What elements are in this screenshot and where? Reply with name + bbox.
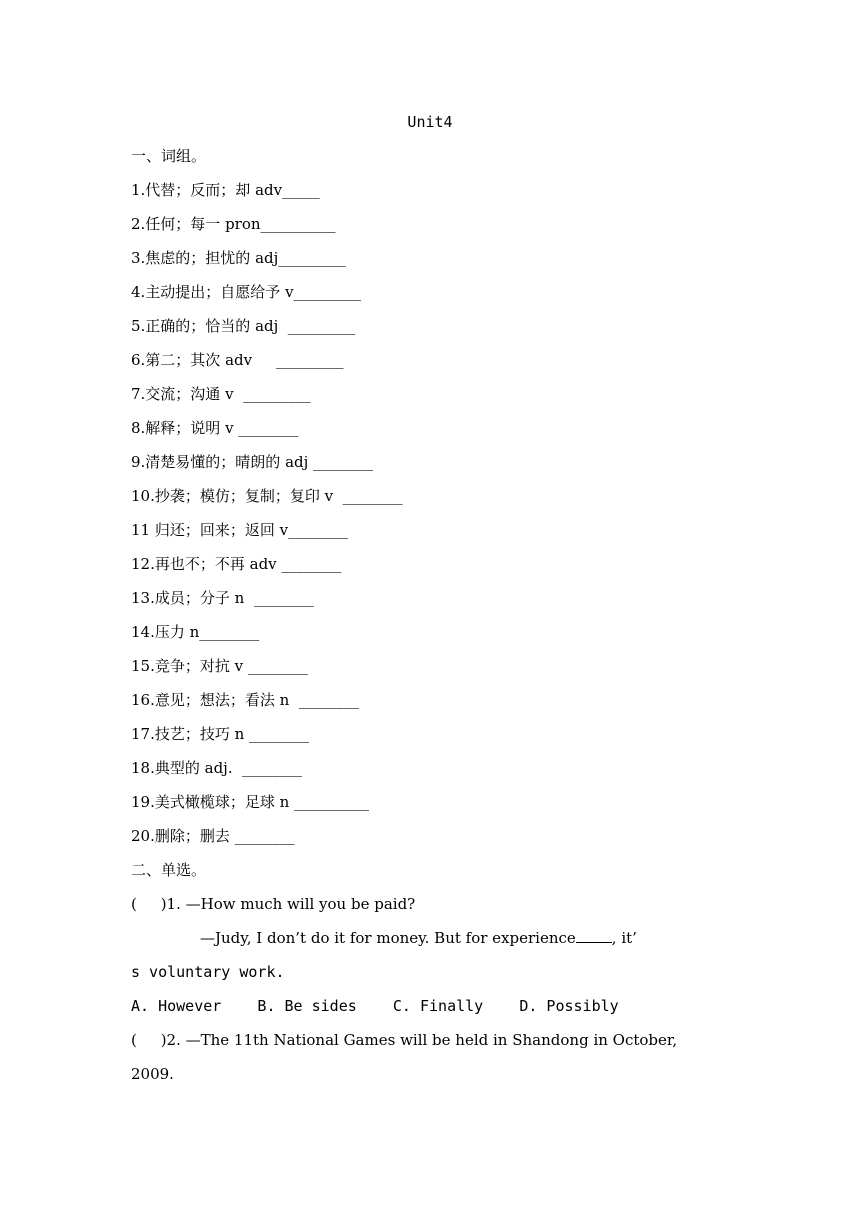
vocab-item: 11 归还；回来；返回 v________ — [131, 521, 349, 539]
section-heading-vocabulary: 一、词组。 — [131, 147, 207, 165]
vocab-item: 10.抄袭；模仿；复制；复印 v ________ — [131, 487, 403, 505]
question-2-stem-continued: 2009. — [131, 1065, 174, 1083]
answer-blank — [576, 928, 612, 943]
vocab-item: 3.焦虑的；担忧的 adj_________ — [131, 249, 346, 267]
vocab-item: 19.美式橄榄球；足球 n __________ — [131, 793, 370, 811]
vocab-item: 20.删除；删去 ________ — [131, 827, 295, 845]
question-2-stem: ( )2. —The 11th National Games will be held in Shandong in October, — [131, 1031, 678, 1049]
vocab-item: 17.技艺；技巧 n ________ — [131, 725, 310, 743]
vocab-item: 9.清楚易懂的；晴朗的 adj ________ — [131, 453, 374, 471]
vocab-item: 8.解释；说明 v ________ — [131, 419, 299, 437]
question-1-stem: ( )1. —How much will you be paid? — [131, 895, 416, 913]
vocab-item: 15.竞争；对抗 v ________ — [131, 657, 308, 675]
vocab-item: 6.第二；其次 adv _________ — [131, 351, 344, 369]
section-heading-single-choice: 二、单选。 — [131, 861, 207, 879]
vocab-item: 14.压力 n________ — [131, 623, 260, 641]
vocab-item: 18.典型的 adj. ________ — [131, 759, 303, 777]
question-1-response-tail: , it’ — [611, 929, 637, 947]
vocab-item: 13.成员；分子 n ________ — [131, 589, 314, 607]
vocab-item: 16.意见；想法；看法 n ________ — [131, 691, 359, 709]
question-1-response-text: —Judy, I don’t do it for money. But for experience — [200, 929, 576, 947]
vocab-item: 2.任何；每一 pron__________ — [131, 215, 336, 233]
vocab-item: 12.再也不；不再 adv ________ — [131, 555, 342, 573]
vocab-item: 7.交流；沟通 v _________ — [131, 385, 311, 403]
page-title: Unit4 — [407, 113, 453, 131]
vocab-item: 5.正确的；恰当的 adj _________ — [131, 317, 356, 335]
question-1-response-continued: s voluntary work. — [131, 963, 285, 981]
question-1-options: A. However B. Be sides C. Finally D. Possibly — [131, 997, 619, 1015]
vocab-item: 4.主动提出；自愿给予 v_________ — [131, 283, 362, 301]
question-1-response — [200, 928, 800, 948]
vocab-item: 1.代替；反而；却 adv_____ — [131, 181, 320, 199]
